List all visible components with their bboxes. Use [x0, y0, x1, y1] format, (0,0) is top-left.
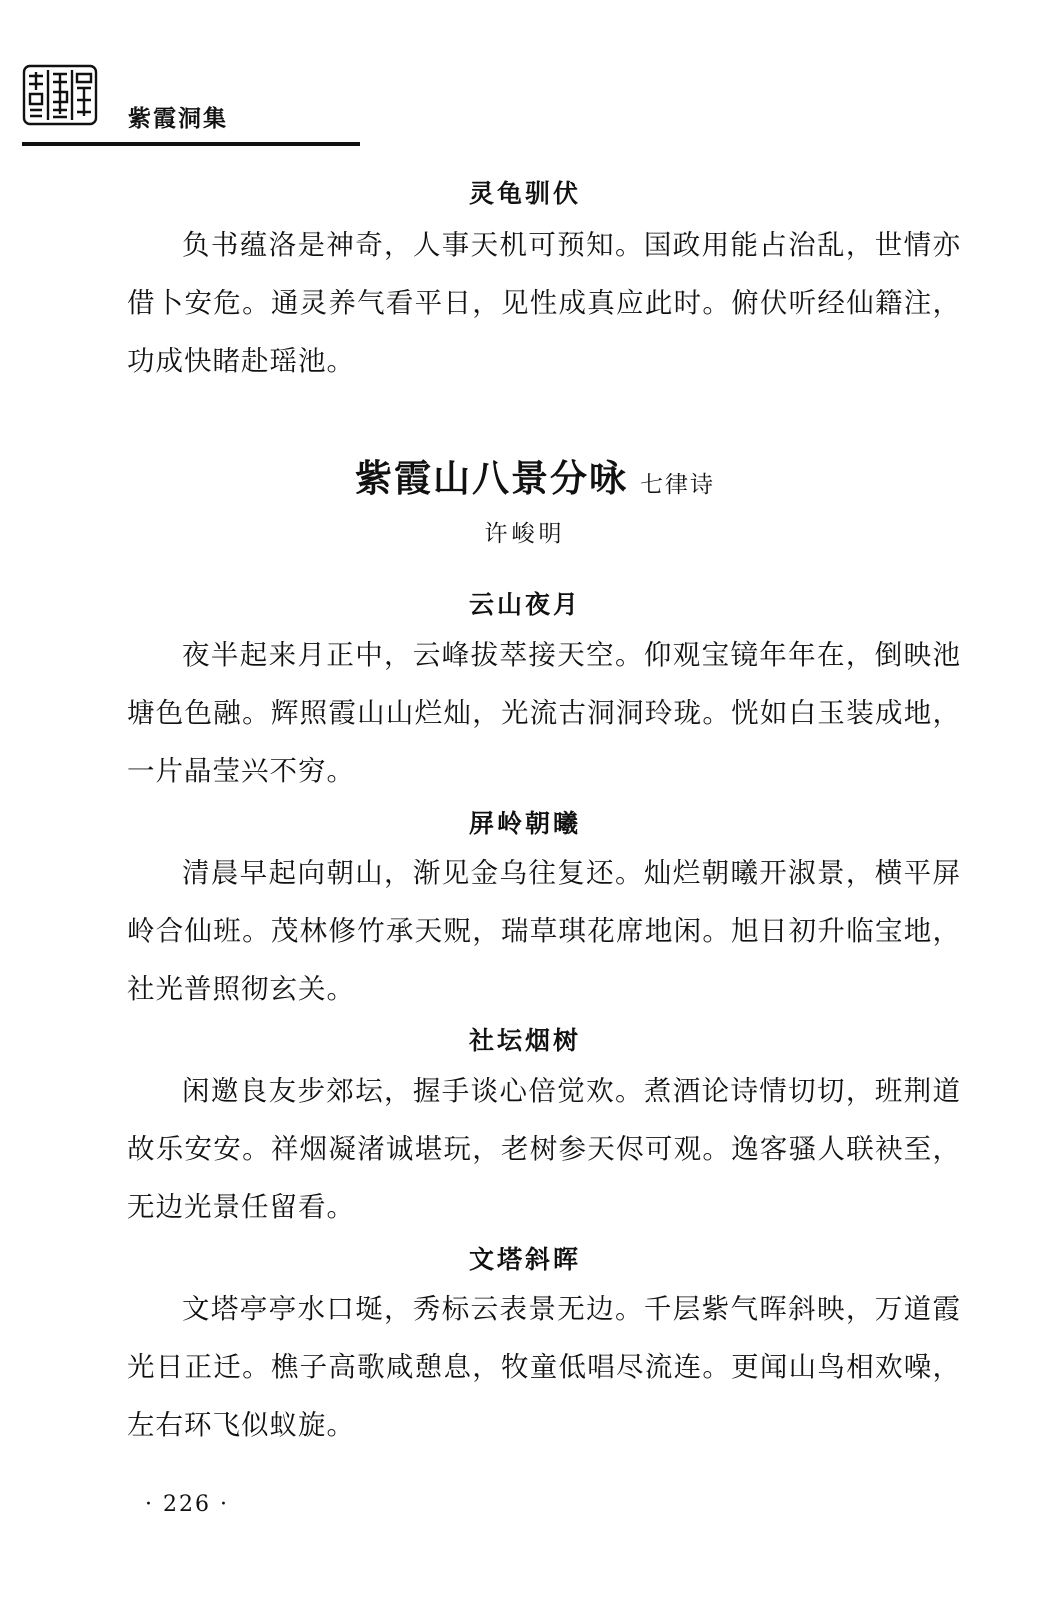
poem-title: 灵龟驯伏: [468, 179, 581, 208]
poem-title: 社坛烟树: [468, 1026, 581, 1055]
running-header-title: 紫霞洞集: [128, 106, 228, 132]
page-number: · 226 ·: [145, 1492, 229, 1517]
series-subtitle: 七律诗: [640, 472, 715, 498]
poem-title: 屏岭朝曦: [468, 809, 581, 838]
poem-text: 文塔亭亭水口埏，秀标云表景无边。千层紫气晖斜映，万道霞光日正迁。樵子高歌咸憩息，牧童低唱尽流连。更闻山鸟相欢噪，左右环飞似蚁旋。: [127, 1293, 961, 1441]
poem-text: 负书蕴洛是神奇，人事天机可预知。国政用能占治乱，世情亦借卜安危。通灵养气看平日，见性成真应此时。俯伏听经仙籍注，功成快睹赴瑶池。: [127, 229, 961, 377]
poem-title: 云山夜月: [468, 590, 581, 619]
author-name: 许峻明: [484, 521, 566, 547]
series-title: 紫霞山八景分咏: [355, 456, 628, 500]
poem-title: 文塔斜晖: [468, 1245, 581, 1274]
poem-text: 清晨早起向朝山，渐见金乌往复还。灿烂朝曦开淑景，横平屏岭合仙班。茂林修竹承天贶，瑞草琪花席地闲。旭日初升临宝地，社光普照彻玄关。: [127, 857, 961, 1005]
poem-text: 闲邀良友步郊坛，握手谈心倍觉欢。煮酒论诗情切切，班荆道故乐安安。祥烟凝渚诚堪玩，老树参天侭可观。逸客骚人联袂至，无边光景任留看。: [127, 1075, 961, 1223]
seal-logo-icon: [22, 64, 98, 126]
poem-text: 夜半起来月正中，云峰拔萃接天空。仰观宝镜年年在，倒映池塘色色融。辉照霞山山烂灿，光流古洞洞玲珑。恍如白玉装成地，一片晶莹兴不穷。: [127, 639, 961, 787]
header-divider: [22, 142, 360, 146]
